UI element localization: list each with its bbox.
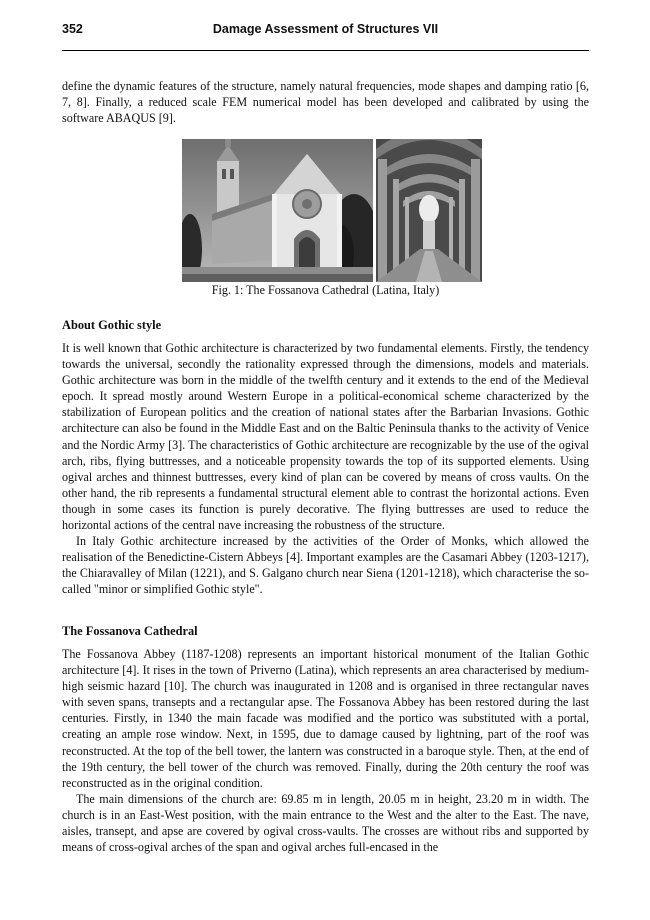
intro-paragraph-block [62, 78, 589, 126]
facade-photo [182, 139, 373, 282]
journal-title: Damage Assessment of Structures VII [212, 22, 439, 36]
figure-caption: Fig. 1: The Fossanova Cathedral (Latina, Italy) [211, 283, 440, 297]
paragraph: It is well known that Gothic architecture is characterized by two fundamental elements. Firstly, the tendency towards the universal, secondly the rationality expressed through the dimensions, models and materials. Gothic architecture was born in the middle of the twelfth century and it extends to the end of the Medieval epoch. It spread mostly around Western Europe in a political-economical scheme characterized by the stabilization of European politics and the creation of national states after the Barbarian Invasions. Gothic architecture can also be found in the Middle East and on the Baltic Peninsula thanks to the activity of Venice and the Nordic Army [3]. The characteristics of Gothic architecture are recognizable by the use of the ogival arch, ribs, flying buttresses, and a noticeable propensity towards the top of its supported elements. Using ogival arches and thinnest buttresses, every kind of plan can be covered by means of cross vaults. On the other hand, the rib represents a fundamental structural element able to contrast the horizontal actions. Even though in some cases its function is purely decorative. The flying buttresses are used to reduce the horizontal actions of the central nave increasing the robustness of the structure. [62, 341, 589, 533]
section-fossanova-body [62, 646, 589, 855]
intro-paragraph: define the dynamic features of the structure, namely natural frequencies, mode shapes and damping ratio [6, 7, 8]. Finally, a reduced scale FEM numerical model has been developed and calibrated by using the software ABAQUS [9]. [62, 79, 589, 126]
paper-page [62, 0, 589, 920]
nave-interior-photo [376, 139, 482, 282]
section-gothic-body [62, 340, 589, 598]
section-heading-gothic: About Gothic style [62, 318, 162, 332]
page-number: 352 [62, 22, 83, 36]
section-heading-fossanova: The Fossanova Cathedral [62, 624, 198, 638]
paragraph: The main dimensions of the church are: 69.85 m in length, 20.05 m in height, 23.20 m in width. The church is in an East-West position, with the main entrance to the West and the alter to the East. The nave, aisles, transept, and apse are covered by ogival cross-vaults. The crosses are without ribs and supported by means of cross-ogival arches of the span and ogival arches full-encased in the [62, 791, 589, 855]
header-rule [62, 50, 589, 51]
paragraph: In Italy Gothic architecture increased by the activities of the Order of Monks, which allowed the realisation of the Benedictine-Cistern Abbeys [4]. Important examples are the Casamari Abbey (1203-1217), the Chiaravalley of Milan (1221), and S. Galgano church near Siena (1201-1218), which characterise the so-called "minor or simplified Gothic style". [62, 534, 589, 597]
running-header [62, 22, 589, 42]
figure-1 [182, 139, 482, 282]
paragraph: The Fossanova Abbey (1187-1208) represents an important historical monument of the Italian Gothic architecture [4]. It rises in the town of Priverno (Latina), which represents an area characterised by medium-high seismic hazard [10]. The church was inaugurated in 1208 and is organised in three rectangular naves with seven spans, transepts and a rectangular apse. The Fossanova Abbey has been restored during the last centuries. Firstly, in 1340 the main facade was modified and the portico was substituted with a portal, creating an ample rose window. Next, in 1595, due to damage caused by lightning, part of the roof was reconstructed. At the top of the bell tower, the lantern was constructed in a baroque style. Then, at the end of the 19th century, the bell tower of the church was removed. Finally, during the 20th century the roof was reconstructed as in the original condition. [62, 647, 589, 790]
